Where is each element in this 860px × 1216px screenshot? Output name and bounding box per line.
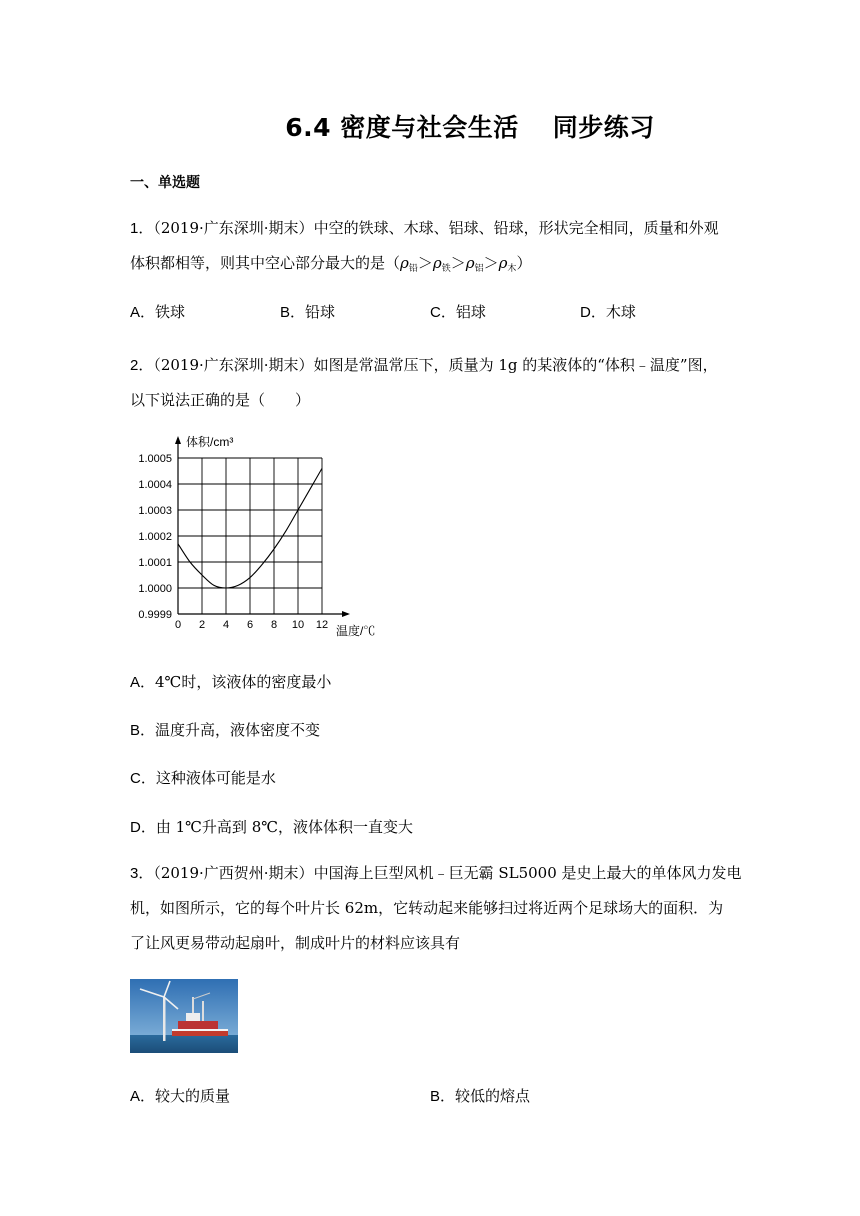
option-c[interactable] <box>430 301 486 322</box>
y-tick-label: 1.0000 <box>138 583 172 595</box>
y-axis-arrow <box>175 436 181 444</box>
option-text: 由 1℃升高到 8℃，液体体积一直变大 <box>155 818 414 836</box>
option-letter: A． <box>130 674 156 691</box>
y-tick-label: 1.0003 <box>138 505 172 517</box>
option-letter: C． <box>430 304 456 321</box>
option-text: 较低的熔点 <box>455 1087 531 1105</box>
option-text: 温度升高，液体密度不变 <box>155 721 321 739</box>
rho-subscript: 铝 <box>474 264 484 274</box>
question-text-line: 中空的铁球、木球、铝球、铅球，形状完全相同，质量和外观 <box>313 219 719 237</box>
option-letter: A． <box>130 304 156 321</box>
rho-symbol: ρ <box>465 254 475 272</box>
title-sub: 同步练习 <box>552 113 655 142</box>
option-text: 木球 <box>605 303 636 321</box>
close-paren: ） <box>516 254 532 272</box>
option-text: 铅球 <box>305 303 336 321</box>
option-b[interactable] <box>280 301 335 322</box>
option-text: 铝球 <box>455 303 486 321</box>
rho-subscript: 铅 <box>408 264 418 274</box>
greater-than-sign: ＞ <box>417 254 433 272</box>
question-text-line: 如图是常温常压下，质量为 1g 的某液体的“体积﹣温度”图， <box>313 356 718 374</box>
chart-grid <box>178 458 322 614</box>
x-tick-label: 8 <box>270 619 278 631</box>
x-tick-label: 6 <box>246 619 254 631</box>
x-tick-label: 2 <box>198 619 206 631</box>
option-text: 较大的质量 <box>155 1087 231 1105</box>
chart-axes <box>175 436 350 617</box>
question-number: 2． <box>130 357 154 374</box>
option-letter: B． <box>430 1088 456 1105</box>
x-tick-label: 4 <box>222 619 230 631</box>
option-letter: B． <box>130 722 156 739</box>
option-letter: C． <box>130 770 156 787</box>
option-a[interactable] <box>130 301 185 322</box>
page-title <box>0 108 860 144</box>
y-tick-label: 0.9999 <box>138 609 172 621</box>
x-tick-label: 12 <box>315 619 329 631</box>
rho-subscript: 铁 <box>441 264 451 274</box>
y-tick-label: 1.0004 <box>138 479 172 491</box>
question-number: 1． <box>130 220 154 237</box>
rho-symbol: ρ <box>400 254 409 272</box>
question-text-line: 了让风更易带动起扇叶，制成叶片的材料应该具有 <box>130 934 461 952</box>
y-axis-label: 体积/cm³ <box>186 435 234 449</box>
title-main: 6.4 密度与社会生活 <box>285 113 519 142</box>
option-text: 铁球 <box>155 303 186 321</box>
option-text: 这种液体可能是水 <box>155 769 276 787</box>
x-tick-label: 10 <box>291 619 305 631</box>
x-tick-label: 0 <box>174 619 182 631</box>
option-d[interactable] <box>580 301 636 322</box>
chart-tick-labels <box>138 453 328 631</box>
option-letter: A． <box>130 1088 156 1105</box>
question-1 <box>130 211 820 287</box>
option-letter: D． <box>580 304 606 321</box>
greater-than-sign: ＞ <box>483 254 499 272</box>
y-tick-label: 1.0005 <box>138 453 172 465</box>
question-source: （2019·广东深圳·期末） <box>153 356 314 374</box>
x-axis-label: 温度/℃ <box>336 624 376 638</box>
question-source: （2019·广东深圳·期末） <box>153 219 314 237</box>
question-number: 3． <box>130 865 154 882</box>
wind-turbine-ship-photo <box>130 979 238 1053</box>
question-2 <box>130 348 820 418</box>
y-tick-label: 1.0001 <box>138 557 172 569</box>
section-heading: 一、单选题 <box>130 175 200 191</box>
question-text-line: 体积都相等，则其中空心部分最大的是（ <box>130 254 401 272</box>
greater-than-sign: ＞ <box>450 254 466 272</box>
option-letter: B． <box>280 304 306 321</box>
option-b[interactable] <box>430 1085 530 1106</box>
option-a[interactable] <box>130 1085 230 1106</box>
question-source: （2019·广西贺州·期末） <box>153 864 314 882</box>
rho-subscript: 木 <box>507 264 517 274</box>
question-text-line: 以下说法正确的是（ ） <box>130 391 311 409</box>
question-3 <box>130 856 820 961</box>
y-tick-label: 1.0002 <box>138 531 172 543</box>
option-text: 4℃时，该液体的密度最小 <box>155 673 332 691</box>
question-text-line: 中国海上巨型风机﹣巨无霸 SL5000 是史上最大的单体风力发电 <box>313 864 742 882</box>
rho-symbol: ρ <box>432 254 442 272</box>
volume-temperature-chart <box>128 432 384 642</box>
x-axis-arrow <box>342 611 350 617</box>
question-text-line: 机，如图所示，它的每个叶片长 62m，它转动起来能够扫过将近两个足球场大的面积．为 <box>130 899 724 917</box>
option-letter: D． <box>130 819 156 836</box>
rho-symbol: ρ <box>498 254 508 272</box>
